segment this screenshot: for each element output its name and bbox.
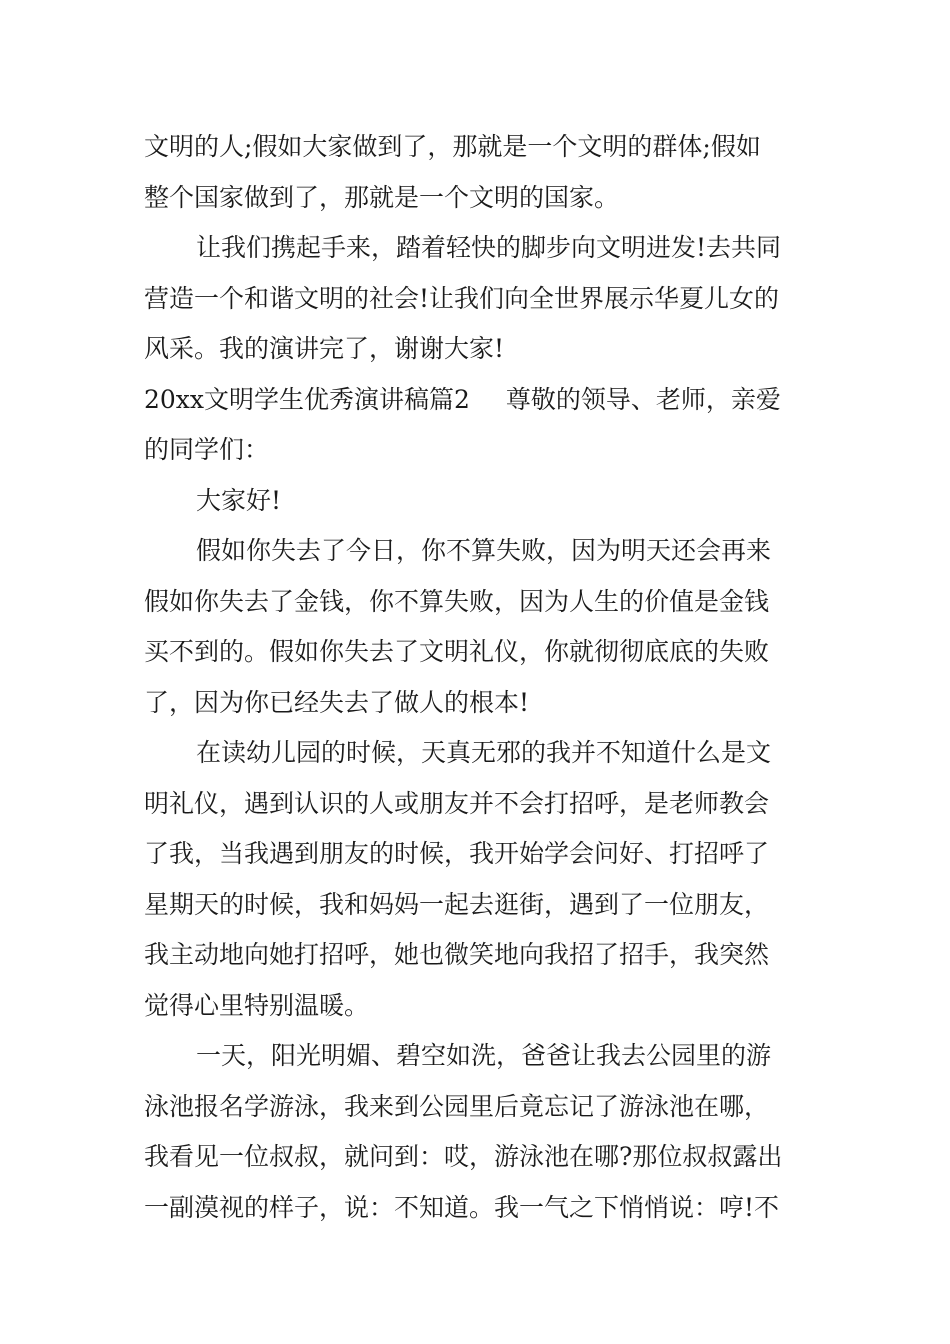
text-line: 了，因为你已经失去了做人的根本!	[144, 687, 530, 717]
text-line: 一天，阳光明媚、碧空如洗，爸爸让我去公园里的游	[196, 1041, 772, 1070]
text-line: 买不到的。假如你失去了文明礼仪，你就彻彻底底的失败	[144, 637, 770, 666]
text-line: 了我，当我遇到朋友的时候，我开始学会问好、打招呼了	[144, 839, 770, 868]
text-line: 整个国家做到了，那就是一个文明的国家。	[144, 182, 620, 212]
section-title: 20xx文明学生优秀演讲稿篇2	[144, 384, 470, 414]
text-line: 星期天的时候，我和妈妈一起去逛街，遇到了一位朋友，	[144, 889, 770, 919]
text-line: 明礼仪，遇到认识的人或朋友并不会打招呼，是老师教会	[144, 788, 770, 818]
text-line: 的同学们：	[144, 435, 270, 464]
text-line: 假如你失去了今日，你不算失败，因为明天还会再来	[196, 536, 772, 565]
text-line: 营造一个和谐文明的社会!让我们向全世界展示华夏儿女的	[144, 283, 780, 313]
text-line: 文明的人;假如大家做到了，那就是一个文明的群体;假如	[144, 132, 761, 161]
document-body	[144, 122, 809, 1233]
text-line: 觉得心里特别温暖。	[144, 990, 370, 1020]
text-line: 风采。我的演讲完了，谢谢大家!	[144, 334, 505, 363]
section-heading-line	[144, 375, 809, 426]
text-line: 泳池报名学游泳，我来到公园里后竟忘记了游泳池在哪，	[144, 1091, 770, 1121]
text-line: 我看见一位叔叔，就问到：哎，游泳池在哪?那位叔叔露出	[144, 1142, 783, 1171]
text-line: 大家好!	[196, 485, 282, 515]
text-line: 让我们携起手来，踏着轻快的脚步向文明进发!去共同	[196, 233, 782, 262]
heading-continuation: 尊敬的领导、老师，亲爱	[505, 384, 781, 414]
text-line: 我主动地向她打招呼，她也微笑地向我招了招手，我突然	[144, 940, 770, 969]
text-line: 在读幼儿园的时候，天真无邪的我并不知道什么是文	[196, 738, 772, 767]
text-line: 假如你失去了金钱，你不算失败，因为人生的价值是金钱	[144, 586, 770, 616]
text-line: 一副漠视的样子，说：不知道。我一气之下悄悄说：哼!不	[144, 1192, 780, 1222]
